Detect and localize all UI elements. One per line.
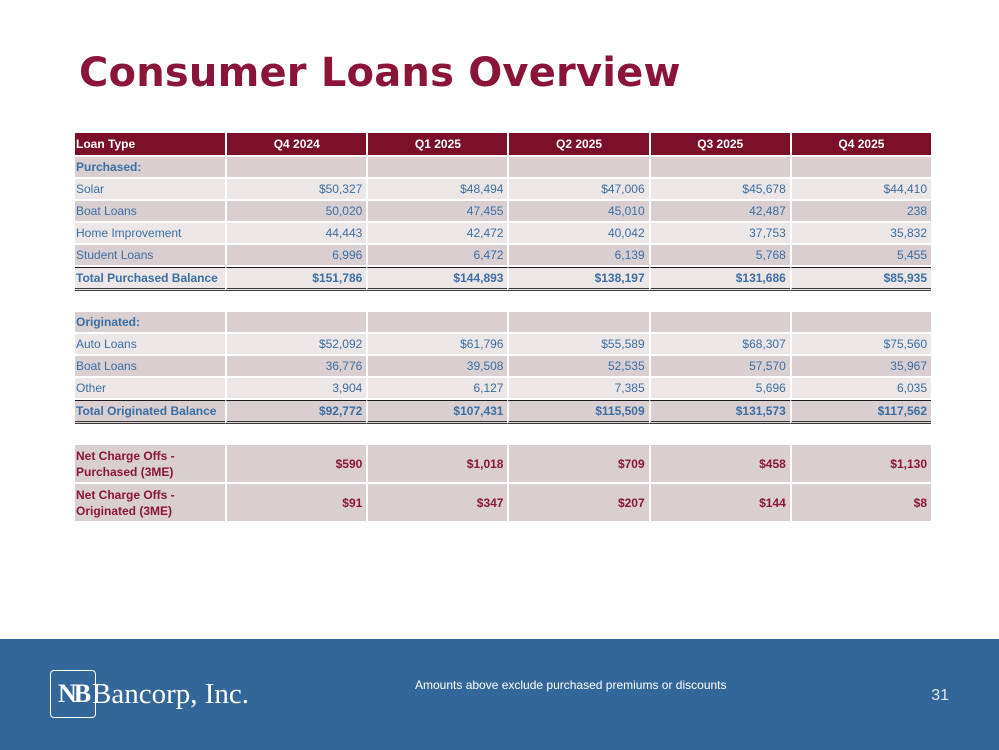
cell-value: $47,006 bbox=[507, 179, 648, 201]
nco-originated-row bbox=[75, 484, 931, 523]
spacer-row bbox=[75, 424, 931, 445]
cell-value: $131,573 bbox=[649, 400, 790, 424]
cell-value: 50,020 bbox=[225, 201, 366, 223]
header-q2-2025: Q2 2025 bbox=[507, 133, 648, 157]
cell-value: 7,385 bbox=[507, 378, 648, 400]
cell-value: $107,431 bbox=[366, 400, 507, 424]
cell-value: 6,139 bbox=[507, 245, 648, 267]
row-label: Solar bbox=[75, 179, 225, 201]
row-label: Boat Loans bbox=[75, 201, 225, 223]
row-label: Student Loans bbox=[75, 245, 225, 267]
cell-value: 5,455 bbox=[790, 245, 931, 267]
section-label: Originated: bbox=[75, 312, 225, 334]
cell-value: 37,753 bbox=[649, 223, 790, 245]
cell-value: 45,010 bbox=[507, 201, 648, 223]
cell-value: $92,772 bbox=[225, 400, 366, 424]
cell-value: 6,127 bbox=[366, 378, 507, 400]
cell-value: 6,996 bbox=[225, 245, 366, 267]
cell-value: $144,893 bbox=[366, 267, 507, 291]
cell-value: $8 bbox=[790, 484, 931, 523]
cell-value: 6,472 bbox=[366, 245, 507, 267]
row-label: Total Originated Balance bbox=[75, 400, 225, 424]
cell-value: $91 bbox=[225, 484, 366, 523]
row-label: Other bbox=[75, 378, 225, 400]
row-label: Home Improvement bbox=[75, 223, 225, 245]
cell-value: 6,035 bbox=[790, 378, 931, 400]
cell-value: 42,472 bbox=[366, 223, 507, 245]
nco-purchased-row bbox=[75, 445, 931, 484]
table-row bbox=[75, 378, 931, 400]
cell-value: $85,935 bbox=[790, 267, 931, 291]
cell-value: $131,686 bbox=[649, 267, 790, 291]
cell-value: 238 bbox=[790, 201, 931, 223]
header-q4-2024: Q4 2024 bbox=[225, 133, 366, 157]
cell-value: $55,589 bbox=[507, 334, 648, 356]
page-title: Consumer Loans Overview bbox=[79, 50, 681, 96]
cell-value: 42,487 bbox=[649, 201, 790, 223]
cell-value: $709 bbox=[507, 445, 648, 484]
cell-value: $117,562 bbox=[790, 400, 931, 424]
cell-value: $151,786 bbox=[225, 267, 366, 291]
logo-text: Bancorp, Inc. bbox=[92, 677, 250, 710]
header-q4-2025: Q4 2025 bbox=[790, 133, 931, 157]
row-label: Auto Loans bbox=[75, 334, 225, 356]
table-header-row bbox=[75, 133, 931, 157]
row-label: Boat Loans bbox=[75, 356, 225, 378]
cell-value: 47,455 bbox=[366, 201, 507, 223]
cell-value: $52,092 bbox=[225, 334, 366, 356]
footnote: Amounts above exclude purchased premiums or discounts bbox=[415, 678, 727, 692]
cell-value: 57,570 bbox=[649, 356, 790, 378]
table-row bbox=[75, 223, 931, 245]
header-q3-2025: Q3 2025 bbox=[649, 133, 790, 157]
total-row-purchased bbox=[75, 267, 931, 291]
section-label: Purchased: bbox=[75, 157, 225, 179]
cell-value: $50,327 bbox=[225, 179, 366, 201]
cell-value: $68,307 bbox=[649, 334, 790, 356]
page-number: 31 bbox=[931, 687, 949, 704]
logo-mark: NB bbox=[50, 670, 96, 718]
cell-value: 44,443 bbox=[225, 223, 366, 245]
cell-value: $590 bbox=[225, 445, 366, 484]
cell-value: 36,776 bbox=[225, 356, 366, 378]
cell-value: 3,904 bbox=[225, 378, 366, 400]
cell-value: $138,197 bbox=[507, 267, 648, 291]
cell-value: 35,967 bbox=[790, 356, 931, 378]
table-row bbox=[75, 201, 931, 223]
header-q1-2025: Q1 2025 bbox=[366, 133, 507, 157]
cell-value: 52,535 bbox=[507, 356, 648, 378]
cell-value: $207 bbox=[507, 484, 648, 523]
cell-value: $75,560 bbox=[790, 334, 931, 356]
total-row-originated bbox=[75, 400, 931, 424]
row-label: Total Purchased Balance bbox=[75, 267, 225, 291]
table-row bbox=[75, 334, 931, 356]
row-label: Net Charge Offs - Purchased (3ME) bbox=[75, 445, 225, 484]
footer-bar bbox=[0, 639, 999, 750]
cell-value: 39,508 bbox=[366, 356, 507, 378]
cell-value: $144 bbox=[649, 484, 790, 523]
cell-value: $61,796 bbox=[366, 334, 507, 356]
company-logo bbox=[50, 670, 249, 718]
table-row bbox=[75, 245, 931, 267]
header-loan-type: Loan Type bbox=[75, 133, 225, 157]
cell-value: $115,509 bbox=[507, 400, 648, 424]
table-row bbox=[75, 179, 931, 201]
cell-value: $48,494 bbox=[366, 179, 507, 201]
cell-value: $458 bbox=[649, 445, 790, 484]
cell-value: $1,130 bbox=[790, 445, 931, 484]
cell-value: $45,678 bbox=[649, 179, 790, 201]
consumer-loans-table bbox=[75, 133, 931, 523]
cell-value: 5,696 bbox=[649, 378, 790, 400]
cell-value: 5,768 bbox=[649, 245, 790, 267]
spacer-row bbox=[75, 291, 931, 312]
cell-value: $347 bbox=[366, 484, 507, 523]
section-row-originated bbox=[75, 312, 931, 334]
cell-value: 40,042 bbox=[507, 223, 648, 245]
cell-value: $1,018 bbox=[366, 445, 507, 484]
table-row bbox=[75, 356, 931, 378]
row-label: Net Charge Offs - Originated (3ME) bbox=[75, 484, 225, 523]
cell-value: 35,832 bbox=[790, 223, 931, 245]
section-row-purchased bbox=[75, 157, 931, 179]
cell-value: $44,410 bbox=[790, 179, 931, 201]
